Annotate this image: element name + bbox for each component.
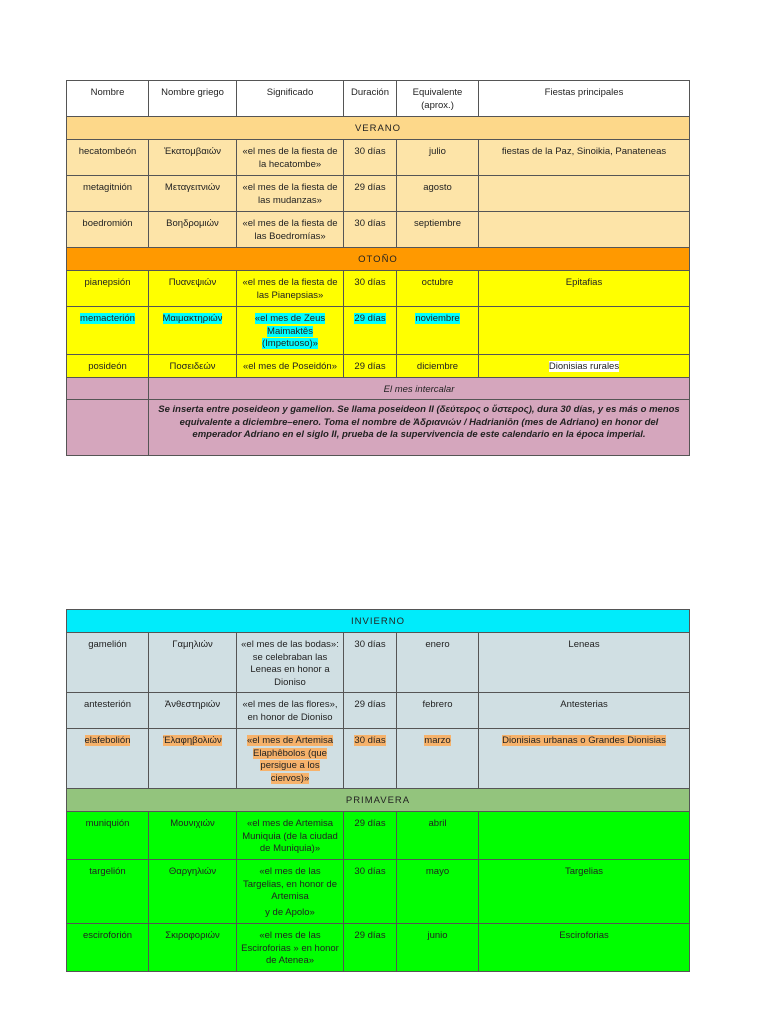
cell-nombre: muniquión <box>67 812 149 860</box>
cell-duracion: 29 días <box>344 812 397 860</box>
calendar-table-verano-otono <box>66 80 690 456</box>
cell-fiestas <box>479 355 690 378</box>
table-row <box>67 307 690 355</box>
cell-griego: Μουνιχιών <box>149 812 237 860</box>
table-row <box>67 355 690 378</box>
highlighted-text: 30 días <box>354 735 386 746</box>
cell-fiestas: fiestas de la Paz, Sinoikia, Panateneas <box>479 140 690 176</box>
cell-duracion <box>344 307 397 355</box>
section-otono <box>67 248 690 271</box>
cell-equivalente: enero <box>397 633 479 693</box>
cell-significado: «el mes de Poseidón» <box>237 355 344 378</box>
intercalar-title: El mes intercalar <box>149 377 690 400</box>
cell-duracion: 30 días <box>344 212 397 248</box>
cell-fiestas <box>479 812 690 860</box>
highlighted-text: Ἐλαφηβολιών <box>163 735 222 746</box>
cell-griego: Μεταγειτνιών <box>149 176 237 212</box>
highlighted-text: noviembre <box>415 313 460 324</box>
cell-equivalente: abril <box>397 812 479 860</box>
cell-significado <box>237 729 344 789</box>
intercalar-note: Se inserta entre poseideon y gamelion. Se llama poseideon II (δεύτερος o ὕστερος), dura 30 días, y es más o menos equivalente a diciembre–enero. Toma el nombre de Ἀδριανιών / Hadrianiōn (mes de Adriano) en honor del emperador Adriano en el siglo II, prueba de la supervivencia de este calendario en la época imperial. <box>149 400 690 456</box>
cell-fiestas: Epitafias <box>479 271 690 307</box>
table-row <box>67 633 690 693</box>
cell-significado <box>237 307 344 355</box>
header-significado: Significado <box>237 81 344 117</box>
highlighted-text: Μαιμακτηριών <box>162 313 223 324</box>
calendar-table-invierno-primavera <box>66 609 690 972</box>
cell-fiestas: Esciroforias <box>479 924 690 972</box>
section-verano <box>67 117 690 140</box>
cell-equivalente: febrero <box>397 693 479 729</box>
cell-equivalente: octubre <box>397 271 479 307</box>
cell-significado: «el mes de las Esciroforias » en honor de Atenea» <box>237 924 344 972</box>
cell-equivalente <box>397 307 479 355</box>
cell-equivalente: septiembre <box>397 212 479 248</box>
cell-duracion: 29 días <box>344 924 397 972</box>
cell-significado: «el mes de las bodas»: se celebraban las Leneas en honor a Dioniso <box>237 633 344 693</box>
cell-griego: Ἑκατομβαιών <box>149 140 237 176</box>
cell-significado: «el mes de Artemisa Muniquia (de la ciudad de Muniquia)» <box>237 812 344 860</box>
cell-nombre: metagitnión <box>67 176 149 212</box>
cell-nombre: esciroforión <box>67 924 149 972</box>
cell-duracion: 29 días <box>344 693 397 729</box>
highlighted-text: «el mes de Artemisa Elaphêbolos (que persigue a los ciervos)» <box>246 735 334 784</box>
significado-line: y de Apolo» <box>265 906 315 918</box>
table-row <box>67 140 690 176</box>
cell-duracion: 30 días <box>344 860 397 924</box>
cell-fiestas: Leneas <box>479 633 690 693</box>
cell-fiestas <box>479 176 690 212</box>
header-nombre: Nombre <box>67 81 149 117</box>
table-row <box>67 693 690 729</box>
cell-griego: Γαμηλιών <box>149 633 237 693</box>
cell-equivalente: diciembre <box>397 355 479 378</box>
cell-nombre: boedromión <box>67 212 149 248</box>
cell-duracion: 30 días <box>344 633 397 693</box>
highlighted-text: Dionisias rurales <box>548 361 620 372</box>
cell-significado: «el mes de las flores», en honor de Dioniso <box>237 693 344 729</box>
table-row <box>67 860 690 924</box>
table-row <box>67 212 690 248</box>
table-row <box>67 729 690 789</box>
cell-equivalente: junio <box>397 924 479 972</box>
cell-fiestas <box>479 729 690 789</box>
header-duracion: Duración <box>344 81 397 117</box>
cell-significado <box>237 860 344 924</box>
cell-fiestas: Targelias <box>479 860 690 924</box>
header-row <box>67 81 690 117</box>
cell-fiestas: Antesterias <box>479 693 690 729</box>
section-title-invierno: INVIERNO <box>67 610 690 633</box>
cell-griego <box>149 307 237 355</box>
cell-griego: Σκιροφοριών <box>149 924 237 972</box>
cell-equivalente: mayo <box>397 860 479 924</box>
cell-empty <box>67 377 149 400</box>
highlighted-text: marzo <box>424 735 451 746</box>
highlighted-text: memacterión <box>80 313 135 324</box>
header-nombre-griego: Nombre griego <box>149 81 237 117</box>
cell-nombre: hecatombeón <box>67 140 149 176</box>
cell-nombre: pianepsión <box>67 271 149 307</box>
highlighted-text: 29 días <box>354 313 386 324</box>
cell-nombre <box>67 307 149 355</box>
cell-significado: «el mes de la fiesta de la hecatombe» <box>237 140 344 176</box>
cell-griego: Πυανεψιών <box>149 271 237 307</box>
cell-griego <box>149 729 237 789</box>
cell-nombre: antesterión <box>67 693 149 729</box>
header-fiestas: Fiestas principales <box>479 81 690 117</box>
highlighted-text: «el mes de Zeus Maimaktês (Impetuoso)» <box>254 313 326 349</box>
cell-equivalente <box>397 729 479 789</box>
highlighted-text: Dionisias urbanas o Grandes Dionisias <box>502 735 666 746</box>
cell-nombre: gamelión <box>67 633 149 693</box>
section-invierno <box>67 610 690 633</box>
cell-empty <box>67 400 149 456</box>
cell-nombre: targelión <box>67 860 149 924</box>
section-title-verano: VERANO <box>67 117 690 140</box>
cell-duracion: 30 días <box>344 140 397 176</box>
cell-duracion <box>344 729 397 789</box>
section-primavera <box>67 789 690 812</box>
cell-nombre: posideón <box>67 355 149 378</box>
section-title-primavera: PRIMAVERA <box>67 789 690 812</box>
cell-griego: Ποσειδεών <box>149 355 237 378</box>
cell-significado: «el mes de la fiesta de las mudanzas» <box>237 176 344 212</box>
header-equivalente: Equivalente (aprox.) <box>397 81 479 117</box>
intercalar-note-row <box>67 400 690 456</box>
table-row <box>67 812 690 860</box>
cell-duracion: 29 días <box>344 176 397 212</box>
cell-equivalente: agosto <box>397 176 479 212</box>
cell-significado: «el mes de la fiesta de las Boedromías» <box>237 212 344 248</box>
significado-line: «el mes de las Targelias, en honor de Artemisa <box>242 866 337 902</box>
section-title-otono: OTOÑO <box>67 248 690 271</box>
table-row <box>67 924 690 972</box>
cell-griego: Θαργηλιών <box>149 860 237 924</box>
cell-duracion: 29 días <box>344 355 397 378</box>
table-row <box>67 271 690 307</box>
cell-griego: Βοηδρομιών <box>149 212 237 248</box>
table-row <box>67 176 690 212</box>
cell-fiestas <box>479 212 690 248</box>
cell-fiestas <box>479 307 690 355</box>
cell-equivalente: julio <box>397 140 479 176</box>
cell-significado: «el mes de la fiesta de las Pianepsias» <box>237 271 344 307</box>
cell-griego: Ἀνθεστηριών <box>149 693 237 729</box>
highlighted-text: elafebolión <box>84 735 131 746</box>
cell-duracion: 30 días <box>344 271 397 307</box>
intercalar-title-row <box>67 377 690 400</box>
cell-nombre <box>67 729 149 789</box>
